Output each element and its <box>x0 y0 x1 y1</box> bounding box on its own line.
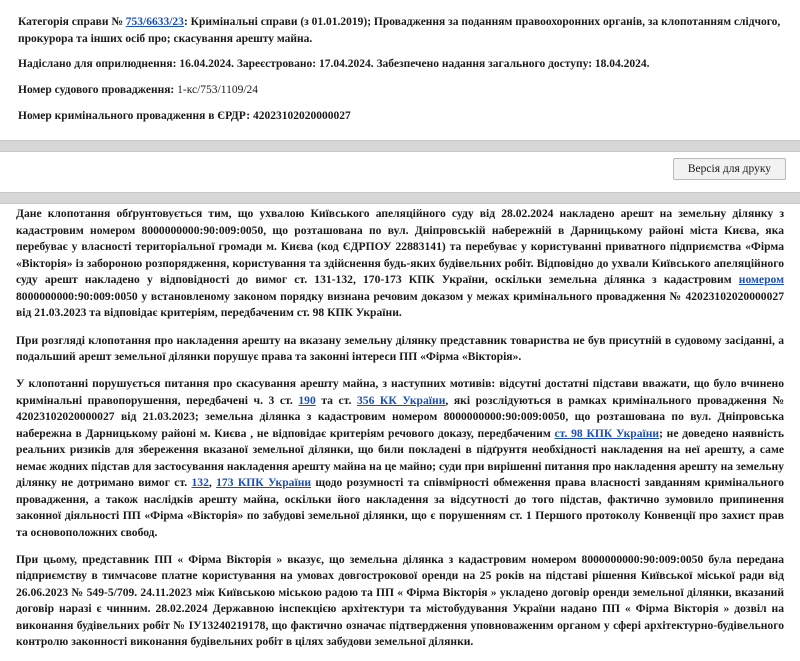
paragraph-2 <box>16 333 784 366</box>
erdr-number-line <box>18 108 782 125</box>
access-date: 18.04.2024. <box>594 58 650 71</box>
case-category-rest: : Кримінальні справи (з 01.01.2019); Провадження за поданням правоохоронних органів, за клопотанням слідчого, прокурора та інших осіб про; скасування арешту майна. <box>18 16 781 45</box>
court-proceeding-value: 1-кс/753/1109/24 <box>177 84 259 97</box>
inline-link-article-190[interactable]: 190 <box>298 393 316 407</box>
court-proceeding-label: Номер судового провадження: <box>18 84 178 97</box>
registered-label: Зареєстровано: <box>233 58 319 71</box>
paragraph-2-text: При розгляді клопотання про накладення арешту на вказану земельну ділянку представник товариства не був присутній в судовому засіданні, а подальший арешт земельної ділянки порушує права та законні інтереси ПП «Фірма «Вікторія». <box>16 333 784 363</box>
inline-link-article-98-kpk[interactable]: ст. 98 КПК України <box>554 426 660 440</box>
paragraph-3 <box>16 376 784 541</box>
case-category-label: Категорія справи № <box>18 16 126 28</box>
inline-link-nomerom[interactable]: номером <box>738 273 784 287</box>
document-header <box>0 0 800 134</box>
publication-dates-line <box>18 56 782 73</box>
document-body <box>0 204 800 660</box>
toolbar <box>0 152 800 186</box>
paragraph-4-text: При цьому, представник ПП « Фірма Вікторія » вказує, що земельна ділянка з кадастровим номером 8000000000:90:009:0050 була передана підприємству в тимчасове платне користування на умовах довгострокової оренди на 25 років на підставі рішення Київської міської ради від 26.06.2023 № 549-5/709. 24.11.2023 між Київською міською радою та ПП « Фірма Вікторія » укладено договір оренди земельної ділянки, вказаний договір наразі є чинним. 28.02.2024 Державною інспекцією архітектури та містобудування України надано ПП « Фірма Вікторія » дозвіл на виконання будівельних робіт № ІУ13240219178, що фактично означає підтвердження уповноваженим органом у сфері архітектурно-будівельного контролю законності виконання будівельних робіт в цілях забудови земельної ділянки. <box>16 552 784 649</box>
section-divider <box>0 140 800 152</box>
paragraph-3-text-b: та ст. <box>315 393 357 407</box>
case-category-line <box>18 14 782 47</box>
paragraph-3-text-c: , які розслідуються в рамках кримінального провадження № 42023102020000027 від 21.03.2023; земельна ділянка з кадастровим номером 8000000000:90:009:0050, що розташована по вул. Дніпровська набережна в Дарницькому районі м. Києва , не відповідає критеріям речового доказу, передбаченим <box>16 393 784 440</box>
erdr-value: 42023102020000027 <box>252 109 351 122</box>
paragraph-3-text-a: У клопотанні порушується питання про скасування арешту майна, з наступних мотивів: відсутні достатні підстави вважати, що було вчинено кримінальні правопорушення, передбачені ч. 3 ст. <box>16 377 784 407</box>
court-proceeding-number-line <box>18 82 782 99</box>
paragraph-3-separator: , <box>208 476 217 490</box>
paragraph-3-text-f: щодо розумності та співмірності обмеження права власності завданням кримінального провадження, а також наслідків арешту майна, оскільки його накладення за відсутності до того підстав, фактично зумовило припинення законної діяльності ПП «Фірма «Вікторія» по забудові земельної ділянки, що є порушенням ст. 1 Першого протоколу Конвенції про захист прав та основоположних свобод. <box>16 476 785 539</box>
access-label: Забезпечено надання загального доступу: <box>373 58 595 71</box>
registered-date: 17.04.2024. <box>318 58 374 71</box>
case-number-link[interactable]: 753/6633/23 <box>125 16 184 28</box>
paragraph-1-text-b: 8000000000:90:009:0050 у встановленому законом порядку визнана речовим доказом у межах кримінального провадження № 42023102020000027 від 21.03.2023 та відповідає критеріям, передбаченим ст. 98 КПК України. <box>16 289 784 320</box>
paragraph-1-text-a: Дане клопотання обґрунтовується тим, що ухвалою Київського апеляційного суду від 28.02.2024 накладено арешт на земельну ділянку з кадастровим номером 8000000000:90:009:0050, що розташована по вул. Дніпровській набережній в Дарницькому районі міста Києва, яка перебуває у власності територіальної громади м. Києва (код ЄДРПОУ 22883141) та перебуває у користуванні приватного підприємства «Фірма «Вікторія» із забороною розпорядження, користування та здійснення будь-яких будівельних робіт. Відповідно до ухвали Київського апеляційного суду арешт накладено у відповідності до вимог ст. 131-132, 170-173 КПК України, оскільки земельна ділянка з кадастровим <box>16 207 784 287</box>
sent-date: 16.04.2024. <box>179 58 234 71</box>
section-divider-bottom <box>0 192 800 204</box>
paragraph-4 <box>16 552 784 651</box>
print-version-button[interactable]: Версія для друку <box>673 158 786 180</box>
inline-link-article-356-kk[interactable]: 356 КК України <box>356 393 446 407</box>
paragraph-3-text-d: ; не доведено наявність реальних ризиків для збереження вказаної земельної ділянки, що били покладені в підґрунтя необхідності накладення на неї арешту, а саме немає жодних підстав для застосування накладення арешту майна на це майно; суди при вирішенні питання про накладення арешту на земельну ділянку не дотримано вимог ст. <box>16 426 784 490</box>
inline-link-article-132[interactable]: 132 <box>191 476 209 490</box>
erdr-label: Номер кримінального провадження в ЄРДР: <box>18 109 253 122</box>
paragraph-1 <box>16 206 784 321</box>
inline-link-article-173-kpk[interactable]: 173 КПК України <box>216 476 312 490</box>
sent-label: Надіслано для оприлюднення: <box>18 58 180 71</box>
